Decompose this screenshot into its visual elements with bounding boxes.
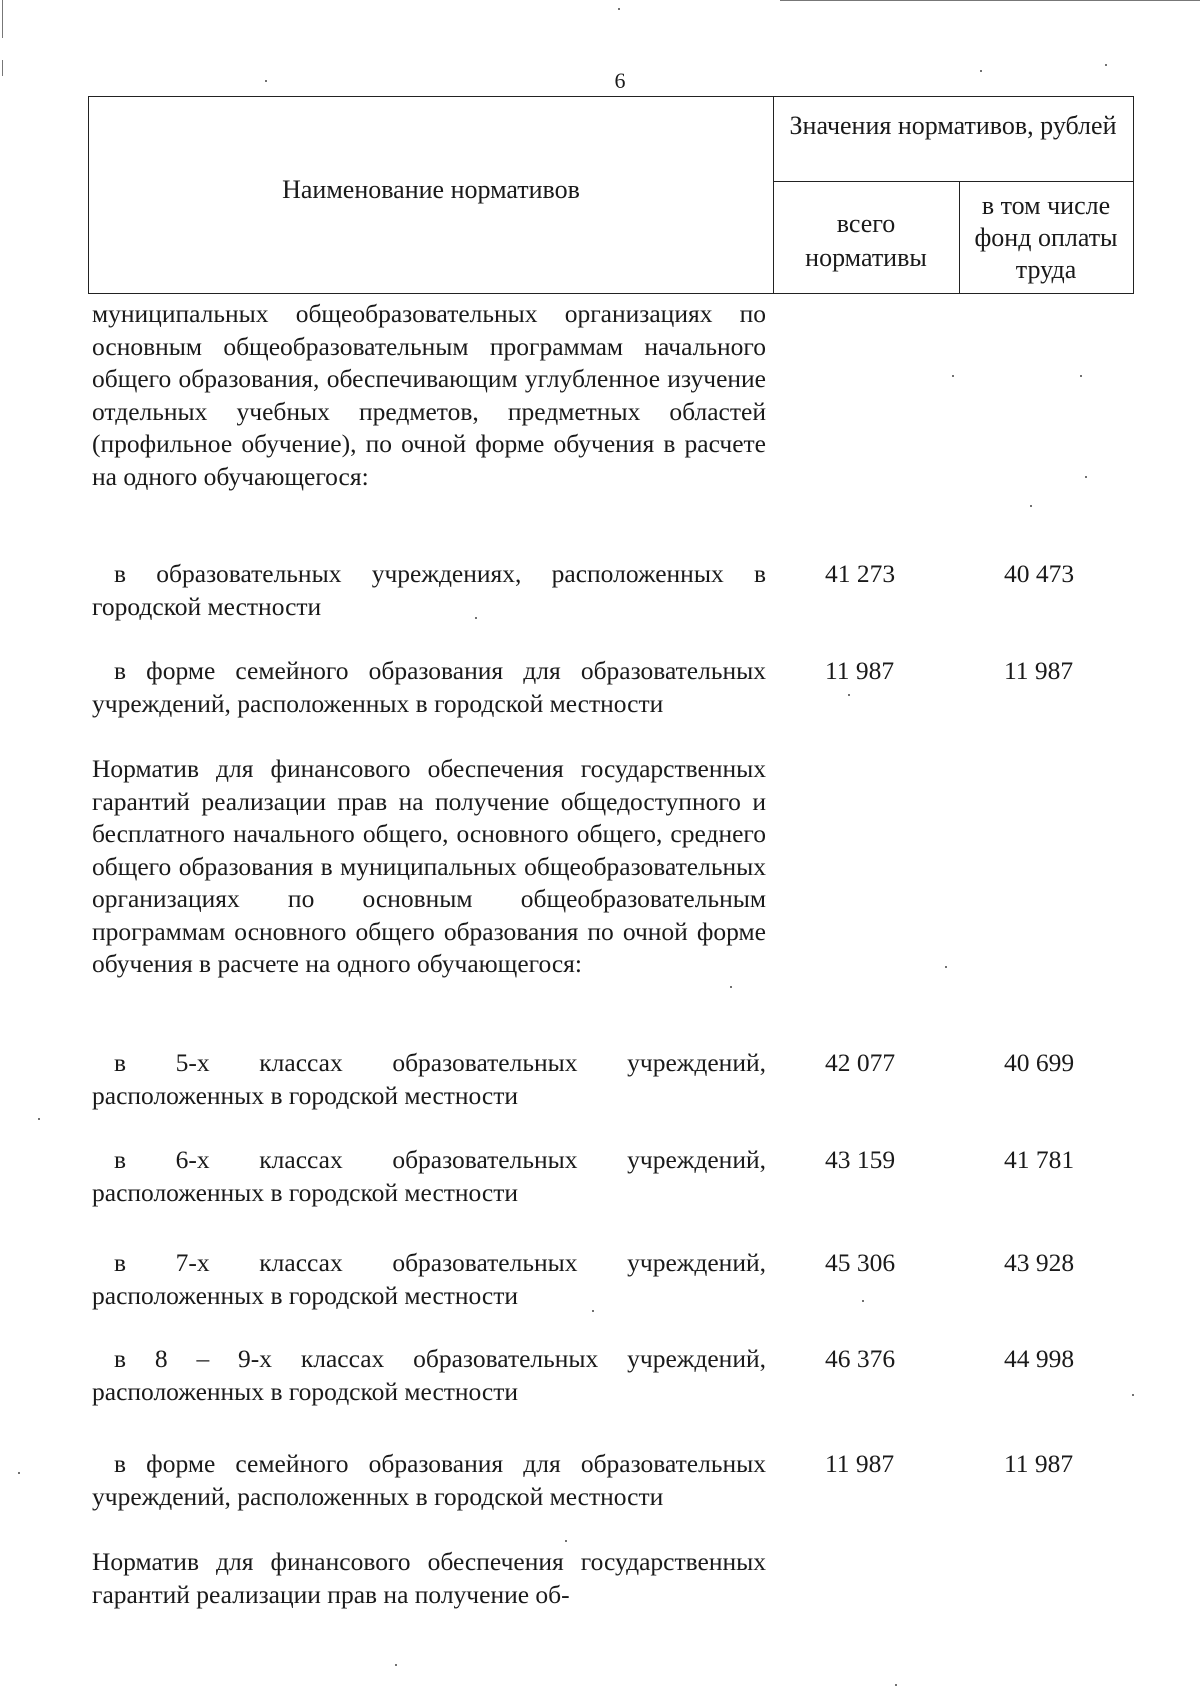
- scan-speck: [265, 80, 267, 82]
- row-text: муниципальных общеобразовательных организациях по основным общеобразовательным программам начального общего образования, обеспечивающим углубленное изучение отдельных учебных предметов, предметных областей (профильное обучение), по очной форме обучения в расчете на одного обучающегося:: [92, 299, 766, 491]
- row-total-value: 45 306: [825, 1248, 896, 1277]
- row-payroll-value: 11 987: [1004, 656, 1074, 685]
- row-text: в образовательных учреждениях, расположенных в городской местности: [92, 559, 766, 621]
- scan-edge-mark-left: [2, 60, 3, 76]
- scan-speck: [952, 375, 954, 377]
- table-header: [88, 96, 1134, 294]
- scan-speck: [848, 694, 850, 696]
- scan-speck: [38, 1118, 40, 1120]
- scan-speck: [862, 1300, 864, 1302]
- row-total-value: 46 376: [825, 1344, 896, 1373]
- scan-speck: [895, 1684, 897, 1686]
- row-text: в 5-х классах образовательных учреждений, расположенных в городской местности: [92, 1048, 766, 1110]
- row-total-value: 11 987: [825, 656, 895, 685]
- scan-speck: [565, 1540, 567, 1542]
- page-number: 6: [614, 68, 626, 93]
- header-values-column: Значения нормативов, рублей: [789, 111, 1117, 140]
- scan-speck: [1132, 1394, 1134, 1396]
- header-payroll-column: в том числе фонд оплаты труда: [974, 191, 1118, 284]
- scan-edge-line-top: [780, 0, 1200, 1]
- row-payroll-value: 40 699: [1004, 1048, 1075, 1077]
- row-text: в форме семейного образования для образовательных учреждений, расположенных в городской местности: [92, 656, 766, 718]
- row-total-value: 41 273: [825, 559, 896, 588]
- row-payroll-value: 43 928: [1004, 1248, 1075, 1277]
- scan-speck: [730, 986, 732, 988]
- scan-speck: [980, 70, 982, 72]
- scan-speck: [395, 1664, 397, 1666]
- scan-speck: [1105, 64, 1107, 66]
- row-payroll-value: 40 473: [1004, 559, 1075, 588]
- row-payroll-value: 44 998: [1004, 1344, 1075, 1373]
- row-text: в 7-х классах образовательных учреждений, расположенных в городской местности: [92, 1248, 766, 1310]
- header-row-divider: [773, 181, 1133, 182]
- scan-speck: [945, 966, 947, 968]
- row-payroll-value: 11 987: [1004, 1449, 1074, 1478]
- scan-speck: [18, 1472, 20, 1474]
- row-total-value: 11 987: [825, 1449, 895, 1478]
- row-text: Норматив для финансового обеспечения государственных гарантий реализации прав на получение общедоступного и бесплатного начального общего, основного общего, среднего общего образования в муниципальных общеобразовательных организациях по основным общеобразовательным программам основного общего образования по очной форме обучения в расчете на одного обучающегося:: [92, 754, 766, 978]
- row-total-value: 43 159: [825, 1145, 896, 1174]
- scan-speck: [618, 8, 620, 10]
- row-text: в форме семейного образования для образовательных учреждений, расположенных в городской местности: [92, 1449, 766, 1511]
- row-text: в 6-х классах образовательных учреждений, расположенных в городской местности: [92, 1145, 766, 1207]
- scan-edge-line-left: [2, 0, 3, 38]
- header-total-column: всего нормативы: [805, 209, 927, 272]
- row-text: Норматив для финансового обеспечения государственных гарантий реализации прав на получение об-: [92, 1547, 766, 1609]
- row-text: в 8 – 9-х классах образовательных учреждений, расположенных в городской местности: [92, 1344, 766, 1406]
- row-total-value: 42 077: [825, 1048, 896, 1077]
- scan-speck: [1080, 375, 1082, 377]
- row-payroll-value: 41 781: [1004, 1145, 1075, 1174]
- header-name-column: Наименование нормативов: [282, 175, 580, 204]
- scan-speck: [1085, 476, 1087, 478]
- scan-speck: [1030, 505, 1032, 507]
